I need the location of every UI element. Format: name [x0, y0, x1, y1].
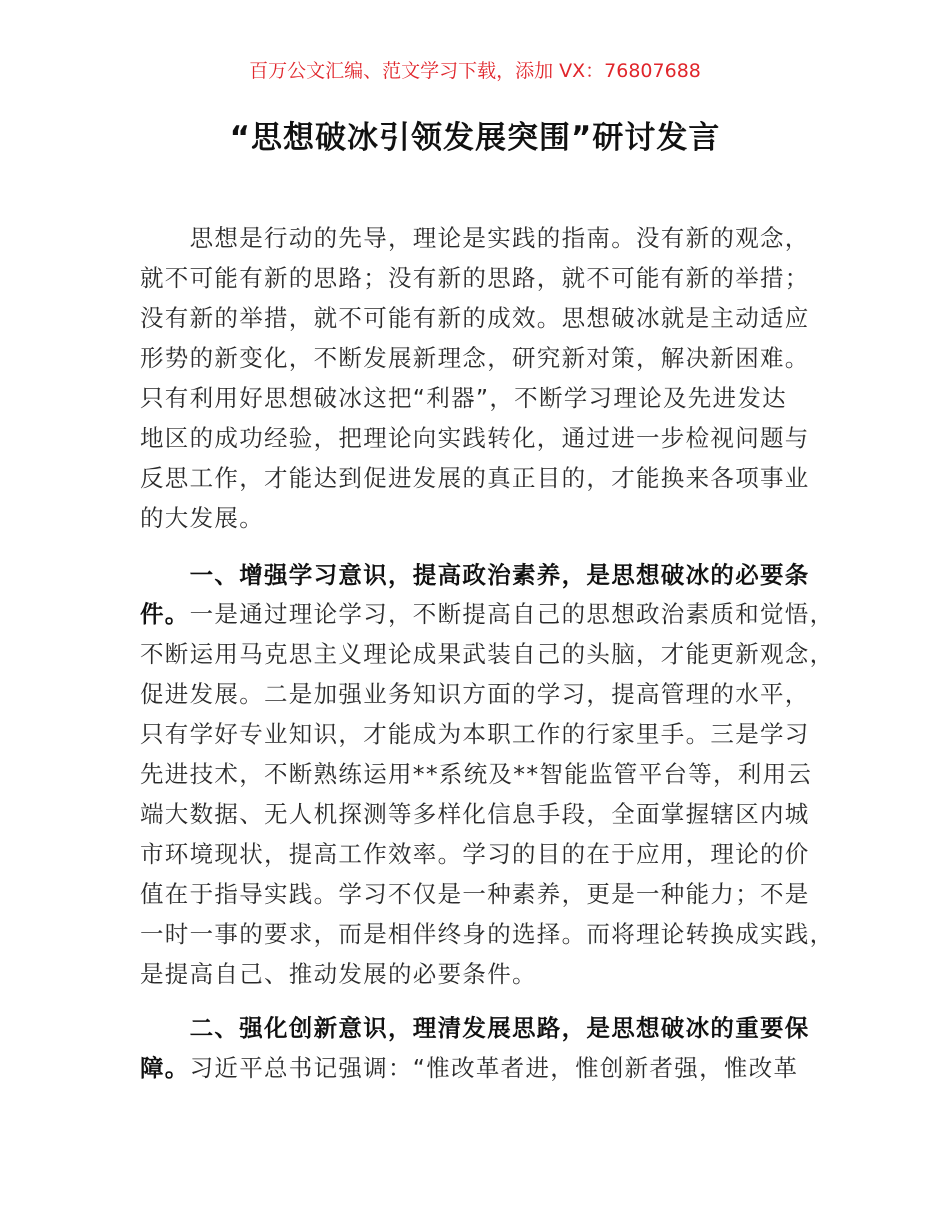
paragraph-line [140, 1013, 810, 1043]
paragraph-line [140, 919, 834, 949]
body-text: 一时一事的要求，而是相伴终身的选择。而将理论转换成实践， [140, 920, 835, 948]
watermark-banner: 百万公文汇编、范文学习下载，添加 VX：76807688 [249, 60, 701, 82]
body-text: 是提高自己、推动发展的必要条件。 [140, 960, 537, 988]
document-title: “思想破冰引领发展突围”研讨发言 [229, 120, 721, 156]
paragraph-line [140, 639, 834, 669]
paragraph-line [140, 759, 812, 789]
paragraph-line [140, 560, 810, 590]
body-text: 值在于指导实践。学习不仅是一种素养，更是一种能力；不是 [140, 880, 810, 908]
body-text: 市环境现状，提高工作效率。学习的目的在于应用，理论的价 [140, 840, 810, 868]
body-text: 思想是行动的先导，理论是实践的指南。没有新的观念， [140, 224, 810, 252]
paragraph-line [140, 263, 810, 293]
section-heading-text: 障。 [140, 1054, 190, 1082]
paragraph-line [140, 223, 810, 253]
paragraph-line [140, 959, 537, 989]
paragraph-line [140, 343, 810, 373]
body-text: 只有学好专业知识，才能成为本职工作的行家里手。三是学习 [140, 720, 810, 748]
body-text: 一是通过理论学习，不断提高自己的思想政治素质和觉悟， [189, 600, 835, 628]
paragraph-line [140, 503, 264, 533]
paragraph-line [140, 799, 810, 829]
paragraph-line [140, 423, 810, 453]
section-heading-text: 一、增强学习意识，提高政治素养，是思想破冰的必要条 [140, 561, 810, 589]
paragraph-line [140, 719, 810, 749]
paragraph-line [140, 383, 787, 413]
body-text: 习近平总书记强调：“惟改革者进，惟创新者强，惟改革 [189, 1054, 799, 1082]
paragraph-line [140, 1053, 798, 1083]
section-heading-text: 二、强化创新意识，理清发展思路，是思想破冰的重要保 [140, 1014, 810, 1042]
body-text: 端大数据、无人机探测等多样化信息手段，全面掌握辖区内城 [140, 800, 810, 828]
paragraph-line [140, 879, 810, 909]
body-text: 没有新的举措，就不可能有新的成效。思想破冰就是主动适应 [140, 304, 810, 332]
body-text: 只有利用好思想破冰这把“利器”，不断学习理论及先进发达 [140, 384, 787, 412]
body-text: 先进技术，不断熟练运用**系统及**智能监管平台等，利用云 [140, 760, 813, 788]
body-text: 促进发展。二是加强业务知识方面的学习，提高管理的水平， [140, 680, 810, 708]
body-text: 的大发展。 [140, 504, 264, 532]
paragraph-line [140, 679, 810, 709]
paragraph-line [140, 463, 810, 493]
paragraph-line [140, 303, 810, 333]
body-text: 反思工作，才能达到促进发展的真正目的，才能换来各项事业 [140, 464, 810, 492]
body-text: 就不可能有新的思路；没有新的思路，就不可能有新的举措； [140, 264, 810, 292]
body-text: 形势的新变化，不断发展新理念，研究新对策，解决新困难。 [140, 344, 810, 372]
paragraph-line [140, 599, 834, 629]
paragraph-line [140, 839, 810, 869]
section-heading-text: 件。 [140, 600, 190, 628]
body-text: 地区的成功经验，把理论向实践转化，通过进一步检视问题与 [140, 424, 810, 452]
body-text: 不断运用马克思主义理论成果武装自己的头脑，才能更新观念， [140, 640, 835, 668]
